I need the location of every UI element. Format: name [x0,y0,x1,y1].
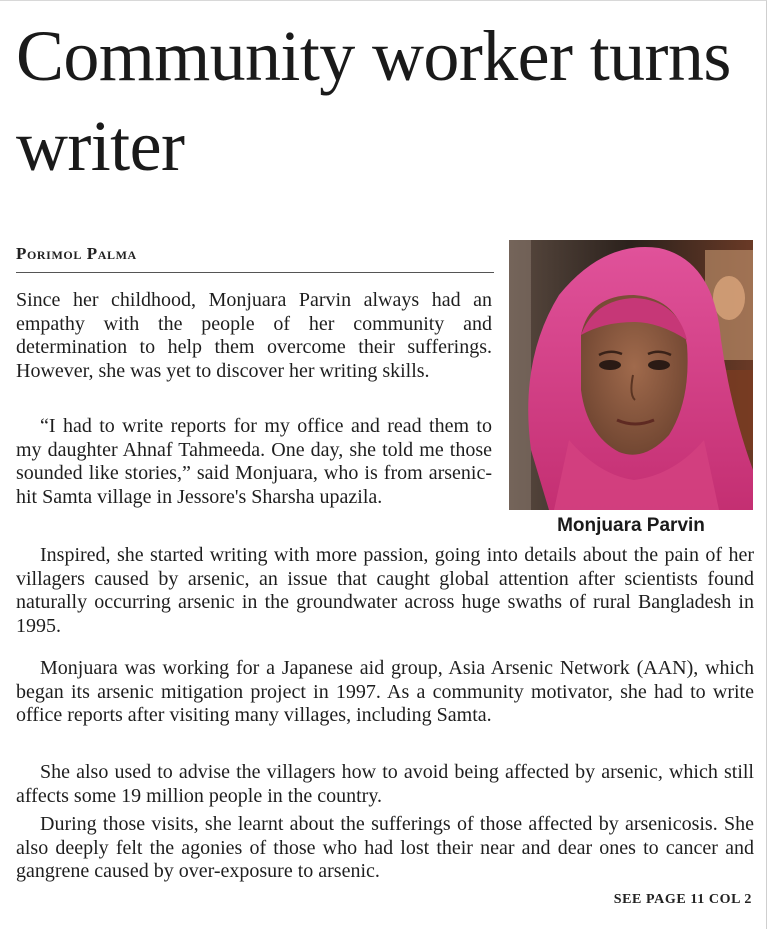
byline: Porimol Palma [16,244,494,273]
continuation-note: SEE PAGE 11 COL 2 [613,892,752,907]
paragraph-6: During those visits, she learnt about the sufferings of those affected by arsenicosis. She also deeply felt the agonies of those who had lost their near and dear ones to cancer and gangrene caused by over-exposure to arsenic. [16,813,754,883]
photo-caption: Monjuara Parvin [557,515,705,536]
portrait-photo [509,240,753,510]
paragraph-2: “I had to write reports for my office and read them to my daughter Ahnaf Tahmeeda. One day, she told me those sounded like stories,” said Monjuara, who is from arsenic-hit Samta village in Jessore's Sharsha upazila. [16,415,492,508]
paragraph-4: Monjuara was working for a Japanese aid group, Asia Arsenic Network (AAN), which began its arsenic mitigation project in 1997. As a community motivator, she had to write office reports after visiting many villages, including Samta. [16,657,754,727]
paragraph-5: She also used to advise the villagers how to avoid being affected by arsenic, which still affects some 19 million people in the country. [16,761,754,807]
headline: Community worker turns writer [16,16,731,186]
paragraph-3: Inspired, she started writing with more passion, going into details about the pain of her villagers caused by arsenic, an issue that caught global attention after scientists found naturally occurring arsenic in the groundwater across huge swaths of rural Bangladesh in 1995. [16,544,754,637]
paragraph-1: Since her childhood, Monjuara Parvin always had an empathy with the people of her community and determination to help them overcome their sufferings. However, she was yet to discover her writing skills. [16,289,492,382]
